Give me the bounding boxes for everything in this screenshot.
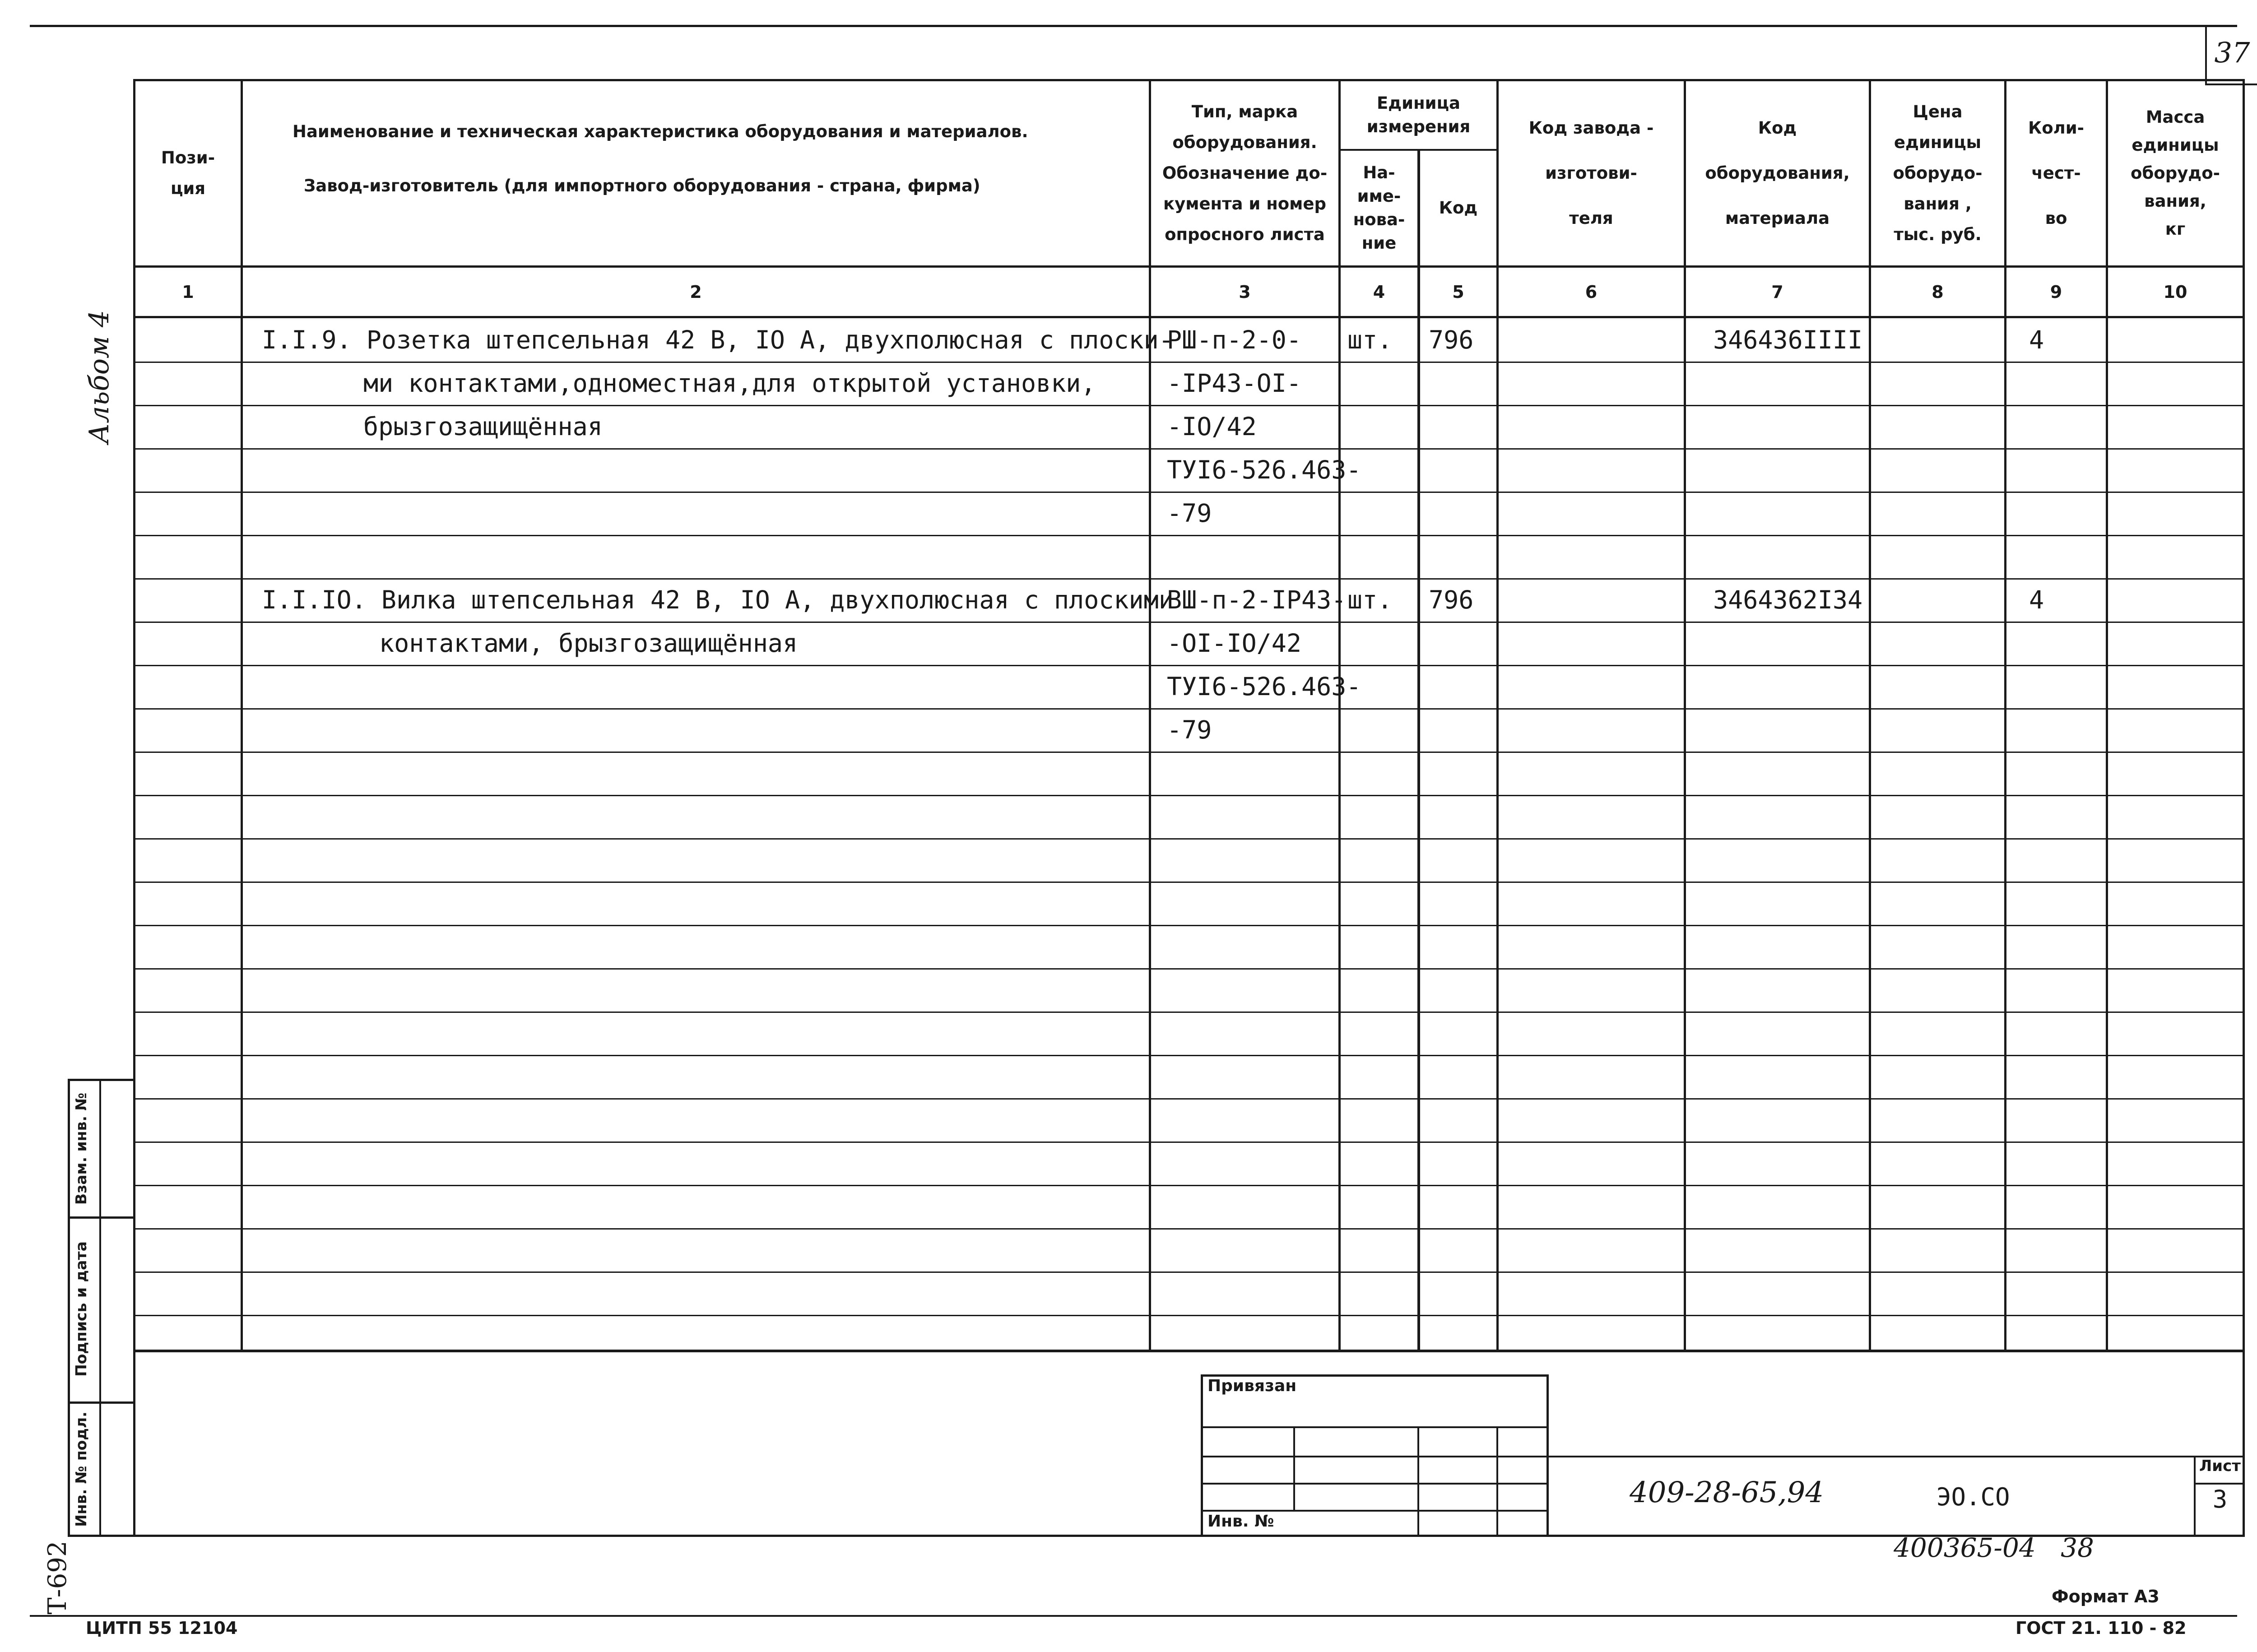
colnum-10: 10 bbox=[2163, 282, 2187, 302]
format-label: Формат А3 bbox=[2052, 1587, 2159, 1606]
colnum-8: 8 bbox=[1932, 282, 1944, 302]
stamp-vline-2 bbox=[1417, 1426, 1419, 1537]
left-margin-code: Т-692 bbox=[43, 1541, 72, 1615]
side-stamp-left bbox=[68, 1079, 70, 1537]
header-position: Пози- ция bbox=[161, 148, 215, 198]
header-unit-group: Единица измерения bbox=[1366, 93, 1471, 136]
col-line-4 bbox=[1417, 149, 1420, 1352]
colnum-4: 4 bbox=[1373, 282, 1385, 302]
header-name-line2: Завод-изготовитель (для импортного оборудования - страна, фирма) bbox=[304, 176, 980, 195]
stamp-sheet-number: 3 bbox=[2212, 1485, 2228, 1513]
stamp-privyazan: Привязан bbox=[1207, 1377, 1297, 1395]
row-1-equipment-code: 346436IIII bbox=[1713, 325, 1863, 354]
stamp-sheet-label: Лист bbox=[2199, 1457, 2241, 1475]
side-stamp-mid bbox=[99, 1079, 101, 1537]
table-right-border bbox=[2243, 79, 2245, 1537]
row-line bbox=[133, 1012, 2243, 1013]
header-unit-code: Код bbox=[1439, 198, 1478, 218]
row-line bbox=[133, 1055, 2243, 1056]
corner-box-left bbox=[2205, 25, 2207, 84]
printer-code: ЦИТП 55 12104 bbox=[86, 1618, 238, 1638]
row-line bbox=[133, 882, 2243, 883]
row-line bbox=[133, 925, 2243, 926]
colnum-7: 7 bbox=[1771, 282, 1783, 302]
side-label-signature-date: Подпись и дата bbox=[72, 1241, 90, 1377]
colnum-5: 5 bbox=[1452, 282, 1464, 302]
row-7-quantity: 4 bbox=[2029, 585, 2044, 614]
row-7-unit: шт. bbox=[1347, 585, 1393, 614]
row-8-name: контактами, брызгозащищённая bbox=[379, 629, 798, 658]
stamp-vline-3 bbox=[1496, 1426, 1498, 1537]
row-1-unit: шт. bbox=[1347, 325, 1393, 354]
header-quantity: Коли- чест- во bbox=[2028, 118, 2085, 228]
stamp-inv-no: Инв. № bbox=[1207, 1512, 1274, 1531]
stamp-document-code: 409-28-65,94 bbox=[1630, 1476, 1824, 1509]
row-line bbox=[133, 1271, 2243, 1273]
row-line bbox=[133, 752, 2243, 753]
stamp-sheet-left bbox=[2194, 1456, 2196, 1537]
row-line bbox=[133, 795, 2243, 796]
header-mass: Масса единицы оборудо- вания, кг bbox=[2131, 107, 2220, 239]
header-equipment-code: Код оборудования, материала bbox=[1705, 118, 1850, 228]
side-label-inv-vzam: Взам. инв. № bbox=[72, 1092, 90, 1205]
row-8-type: -OI-IO/42 bbox=[1167, 629, 1302, 658]
row-7-code: 796 bbox=[1429, 585, 1474, 614]
row-7-type: ВШ-п-2-IP43- bbox=[1167, 585, 1347, 614]
header-factory-code: Код завода - изготови- теля bbox=[1528, 118, 1654, 228]
header-unit-name: На- име- нова- ние bbox=[1353, 163, 1405, 253]
row-1-name: I.I.9. Розетка штепсельная 42 В, IO А, двухполюсная с плоски- bbox=[262, 325, 1174, 354]
row-line bbox=[133, 1228, 2243, 1230]
row-line bbox=[133, 535, 2243, 536]
row-1-code: 796 bbox=[1429, 325, 1474, 354]
row-line bbox=[133, 1185, 2243, 1186]
colnum-2: 2 bbox=[690, 282, 702, 302]
header-name-block bbox=[243, 81, 1149, 265]
row-7-equipment-code: 3464362I34 bbox=[1713, 585, 1863, 614]
stamp-right-top bbox=[1548, 1456, 2243, 1457]
row-line bbox=[133, 1315, 2243, 1316]
top-border-line bbox=[30, 25, 2237, 27]
stamp-sheet-divider bbox=[2194, 1483, 2243, 1485]
colnum-9: 9 bbox=[2050, 282, 2062, 302]
row-line bbox=[133, 968, 2243, 970]
row-7-name: I.I.IO. Вилка штепсельная 42 В, IO А, двухполюсная с плоскими bbox=[262, 585, 1174, 614]
colnum-1: 1 bbox=[182, 282, 194, 302]
colnum-3: 3 bbox=[1239, 282, 1251, 302]
stamp-vline-1 bbox=[1293, 1426, 1295, 1510]
row-1-quantity: 4 bbox=[2029, 325, 2044, 354]
side-label-inv-podl: Инв. № подл. bbox=[72, 1411, 90, 1527]
album-label: Альбом 4 bbox=[84, 310, 115, 444]
colnum-6: 6 bbox=[1585, 282, 1598, 302]
row-10-type: -79 bbox=[1167, 715, 1212, 744]
row-2-name: ми контактами,одноместная,для открытой установки, bbox=[363, 369, 1096, 398]
row-1-type: РШ-п-2-0- bbox=[1167, 325, 1302, 354]
row-2-type: -IP43-OI- bbox=[1167, 369, 1302, 398]
stamp-section-mark: ЭО.СО bbox=[1937, 1483, 2010, 1511]
row-3-name: брызгозащищённая bbox=[363, 412, 603, 441]
handwritten-code: 400365-04 38 bbox=[1894, 1532, 2094, 1563]
row-3-type: -IO/42 bbox=[1167, 412, 1257, 441]
row-4-type: ТУI6-526.463- bbox=[1167, 455, 1361, 484]
row-9-type: ТУI6-526.463- bbox=[1167, 672, 1361, 701]
header-price: Цена единицы оборудо- вания , тыс. руб. bbox=[1893, 102, 1983, 244]
gost-label: ГОСТ 21. 110 - 82 bbox=[2016, 1618, 2187, 1638]
header-name-line1: Наименование и техническая характеристика оборудования и материалов. bbox=[293, 122, 1028, 141]
footer-line bbox=[30, 1615, 2237, 1617]
corner-sheet-number: 37 bbox=[2214, 36, 2250, 69]
row-line bbox=[133, 1142, 2243, 1143]
table-body-bottom-line bbox=[133, 1350, 2243, 1352]
row-5-type: -79 bbox=[1167, 499, 1212, 528]
row-line bbox=[133, 838, 2243, 840]
side-stamp-div-1 bbox=[68, 1216, 135, 1219]
row-line bbox=[133, 1098, 2243, 1100]
header-type: Тип, марка оборудования. Обозначение до- кумента и номер опросного листа bbox=[1162, 102, 1328, 244]
